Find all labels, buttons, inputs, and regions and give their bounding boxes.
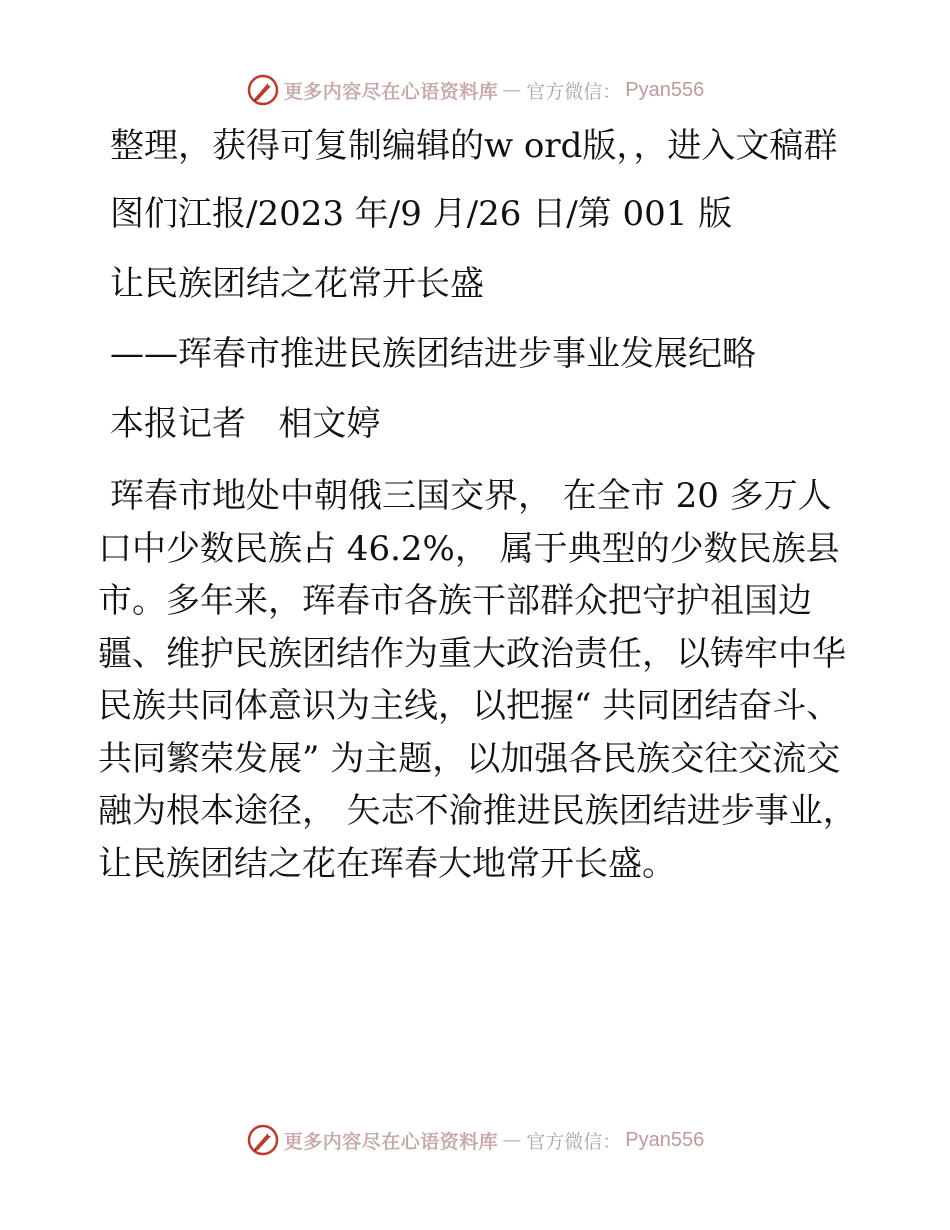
watermark-brand-text: 更多内容尽在心语资料库: [283, 1130, 499, 1153]
article-headline: 让民族团结之花常开长盛: [110, 264, 484, 304]
intro-paragraph: 整理，获得可复制编辑的w ord版，，进入文稿群: [110, 126, 838, 166]
watermark-contact-label: 官方微信：: [526, 1130, 622, 1153]
publication-meta: 图们江报/2023 年/9 月/26 日/第 001 版: [110, 194, 733, 234]
header-watermark: [0, 72, 950, 108]
article-byline: 本报记者 相文婷: [110, 404, 381, 444]
pen-logo-icon: [246, 73, 280, 107]
article-body: [98, 470, 868, 890]
watermark-separator: —: [502, 79, 523, 101]
article-content: [98, 122, 868, 890]
pen-logo-icon: [246, 1123, 280, 1157]
watermark-brand-text: 更多内容尽在心语资料库: [283, 80, 499, 103]
article-subheadline: ——珲春市推进民族团结进步事业发展纪略: [110, 334, 756, 374]
footer-watermark: [0, 1122, 950, 1158]
watermark-contact-id: Pyan556: [625, 1128, 705, 1151]
watermark-contact-id: Pyan556: [625, 78, 705, 101]
watermark-separator: —: [502, 1129, 523, 1151]
watermark-contact-label: 官方微信：: [526, 80, 622, 103]
article-body-text: 珲春市地处中朝俄三国交界， 在全市 20 多万人口中少数民族占 46.2%， 属于典型的少数民族县市。多年来，珲春市各族干部群众把守护祖国边疆、维护民族团结作为重大政治责任，以铸牢中华民族共同体意识为主线，以把握“ 共同团结奋斗、共同繁荣发展” 为主题，以加强各民族交往交流交融为根本途径， 矢志不渝推进民族团结进步事业， 让民族团结之花在珲春大地常开长盛。: [98, 476, 868, 884]
